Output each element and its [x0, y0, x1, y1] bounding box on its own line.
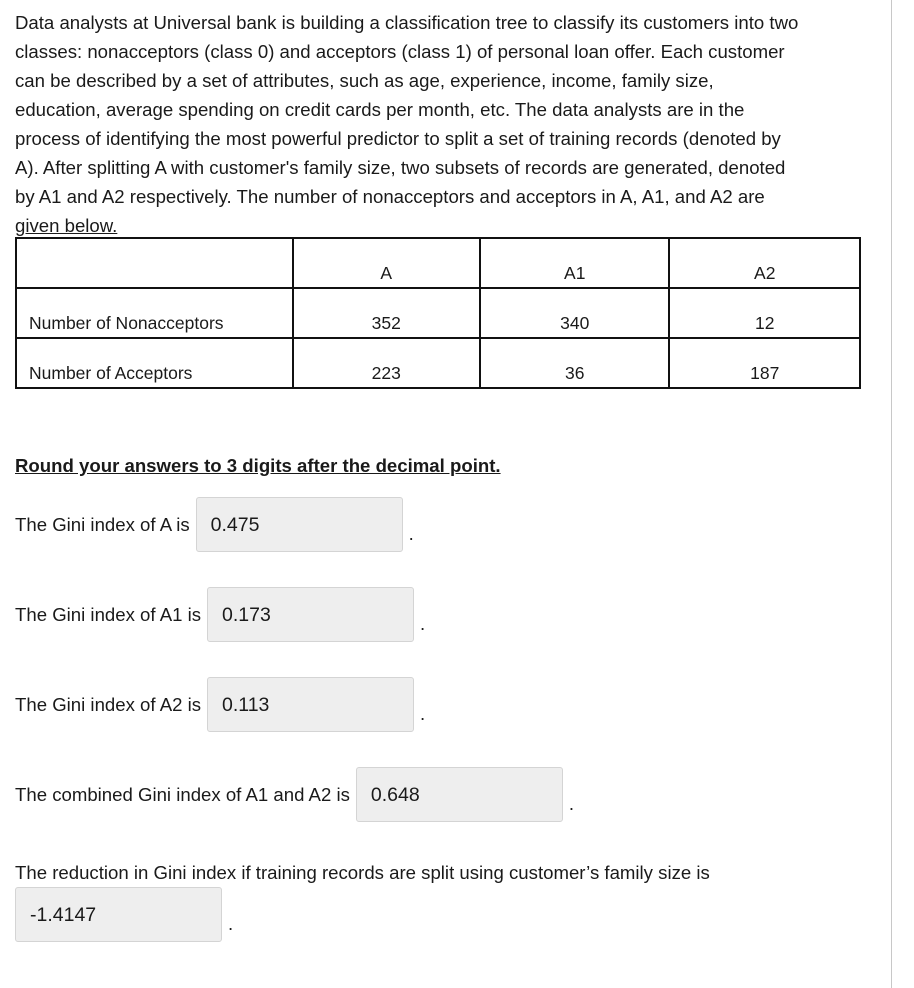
question-gini-reduction-label: The reduction in Gini index if training records are split using customer’s family size is [15, 862, 710, 883]
question-label: The combined Gini index of A1 and A2 is [15, 783, 350, 805]
table-cell: 187 [669, 338, 860, 388]
question-gini-reduction [15, 887, 233, 942]
row-label: Number of Nonacceptors [16, 288, 293, 338]
intro-line-8: given below. [15, 215, 118, 236]
question-period: . [420, 702, 426, 724]
table-row [16, 288, 860, 338]
table-row [16, 338, 860, 388]
table-cell: 352 [293, 288, 481, 338]
counts-table [15, 237, 861, 389]
intro-line-3: can be described by a set of attributes, such as age, experience, income, family size, [15, 70, 714, 91]
answer-field-gini-reduction[interactable]: -1.4147 [15, 887, 222, 942]
question-label: The Gini index of A2 is [15, 693, 202, 715]
table-cell: 12 [669, 288, 860, 338]
answer-field-gini-a[interactable]: 0.475 [196, 497, 403, 552]
page-right-border [891, 0, 892, 988]
row-label: Number of Acceptors [16, 338, 293, 388]
table-header-cell: A1 [480, 238, 669, 288]
problem-statement [15, 8, 875, 240]
answer-field-gini-a1[interactable]: 0.173 [207, 587, 414, 642]
intro-line-6: A). After splitting A with customer's family size, two subsets of records are generated, denoted [15, 157, 786, 178]
table-header-row [16, 238, 860, 288]
question-gini-a2 [15, 677, 425, 732]
answer-field-gini-a2[interactable]: 0.113 [207, 677, 414, 732]
table-header-cell [16, 238, 293, 288]
table-cell: 223 [293, 338, 481, 388]
question-label: The Gini index of A1 is [15, 603, 202, 625]
question-gini-a1 [15, 587, 425, 642]
intro-line-7: by A1 and A2 respectively. The number of nonacceptors and acceptors in A, A1, and A2 are [15, 186, 765, 207]
intro-line-2: classes: nonacceptors (class 0) and acceptors (class 1) of personal loan offer. Each customer [15, 41, 785, 62]
question-gini-a [15, 497, 414, 552]
answer-field-combined-gini[interactable]: 0.648 [356, 767, 563, 822]
intro-line-1: Data analysts at Universal bank is building a classification tree to classify its customers into two [15, 12, 799, 33]
intro-line-5: process of identifying the most powerful predictor to split a set of training records (denoted by [15, 128, 781, 149]
question-period: . [408, 522, 414, 544]
table-cell: 36 [480, 338, 669, 388]
question-label: The Gini index of A is [15, 513, 190, 535]
table-cell: 340 [480, 288, 669, 338]
rounding-instruction: Round your answers to 3 digits after the decimal point. [15, 455, 501, 476]
question-period: . [420, 612, 426, 634]
intro-line-4: education, average spending on credit cards per month, etc. The data analysts are in the [15, 99, 745, 120]
table-header-cell: A [293, 238, 481, 288]
question-period: . [568, 792, 575, 814]
table-header-cell: A2 [669, 238, 860, 288]
question-period: . [228, 912, 234, 934]
question-combined-gini [15, 767, 574, 822]
